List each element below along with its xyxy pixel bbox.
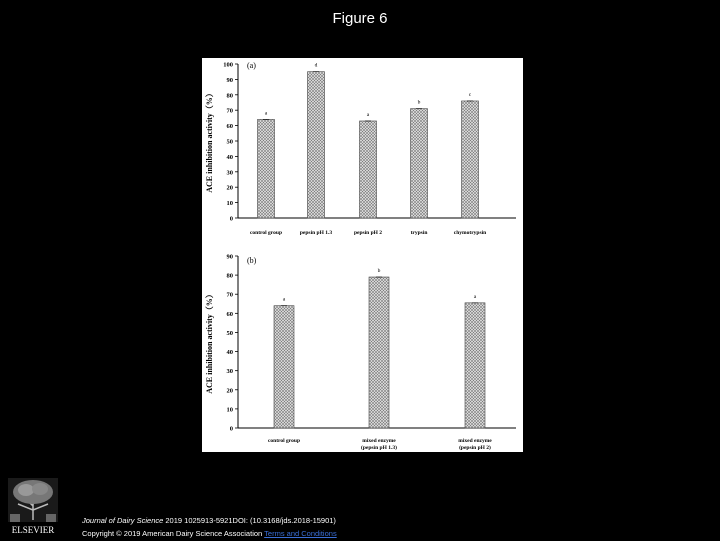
y-tick-label: 10 (226, 406, 233, 414)
logo-wordmark: ELSEVIER (11, 525, 55, 535)
y-tick-label: 100 (223, 61, 233, 69)
y-tick-label: 10 (226, 200, 233, 208)
panel-label: (b) (247, 256, 257, 265)
bar (308, 72, 325, 218)
bar (369, 277, 389, 428)
y-tick-label: 80 (226, 92, 233, 100)
significance-letter: a (282, 296, 286, 303)
y-tick-label: 20 (226, 184, 233, 192)
bar (462, 101, 479, 218)
x-tick-sublabel: (pepsin pH 1.3) (361, 445, 397, 451)
x-tick-label: trypsin (410, 230, 428, 236)
significance-letter: a (264, 110, 268, 117)
copyright-text: Copyright © 2019 American Dairy Science Association (82, 529, 265, 538)
y-tick-label: 50 (226, 138, 233, 146)
bar (274, 306, 294, 428)
y-tick-label: 60 (226, 123, 233, 131)
significance-letter: c (468, 91, 472, 98)
y-tick-label: 40 (226, 349, 233, 357)
x-tick-label: mixed enzyme (458, 438, 492, 444)
y-tick-label: 30 (226, 169, 233, 177)
x-tick-label: pepsin pH 2 (353, 230, 383, 236)
footer (82, 514, 337, 540)
y-tick-label: 70 (226, 291, 233, 299)
y-tick-label: 70 (226, 107, 233, 115)
x-tick-label: mixed enzyme (362, 438, 396, 444)
panel-label: (a) (247, 61, 256, 70)
y-tick-label: 20 (226, 387, 233, 395)
bar (258, 119, 275, 218)
figure-charts (202, 58, 523, 452)
y-tick-label: 60 (226, 310, 233, 318)
bar (411, 109, 428, 218)
x-tick-label: control group (249, 230, 283, 236)
x-tick-sublabel: (pepsin pH 2) (459, 445, 491, 451)
terms-link[interactable]: Terms and Conditions (264, 529, 337, 538)
x-tick-label: chymotrypsin (453, 230, 487, 236)
y-tick-label: 30 (226, 368, 233, 376)
citation-text: 2019 1025913-5921DOI: (10.3168/jds.2018-15901) (163, 516, 336, 525)
significance-letter: d (314, 62, 318, 69)
y-tick-label: 90 (226, 253, 233, 261)
y-tick-label: 0 (229, 215, 233, 223)
elsevier-logo (4, 476, 62, 536)
significance-letter: b (377, 268, 381, 275)
y-axis-label: ACE inhibition activity（%） (205, 89, 214, 193)
journal-name: Journal of Dairy Science (82, 516, 164, 525)
significance-letter: a (473, 293, 477, 300)
bar (465, 303, 485, 428)
y-tick-label: 50 (226, 329, 233, 337)
significance-letter: b (417, 99, 421, 106)
x-tick-label: pepsin pH 1.3 (299, 230, 333, 236)
y-tick-label: 90 (226, 76, 233, 84)
y-axis-label: ACE inhibition activity（%） (205, 290, 214, 394)
y-tick-label: 80 (226, 272, 233, 280)
citation-line (82, 514, 337, 527)
bar (360, 121, 377, 218)
x-tick-label: control group (267, 438, 301, 444)
slide-title: Figure 6 (332, 10, 388, 27)
copyright-line (82, 527, 337, 540)
y-tick-label: 0 (229, 425, 233, 433)
figure-panel (202, 58, 523, 452)
y-tick-label: 40 (226, 153, 233, 161)
significance-letter: a (366, 111, 370, 118)
